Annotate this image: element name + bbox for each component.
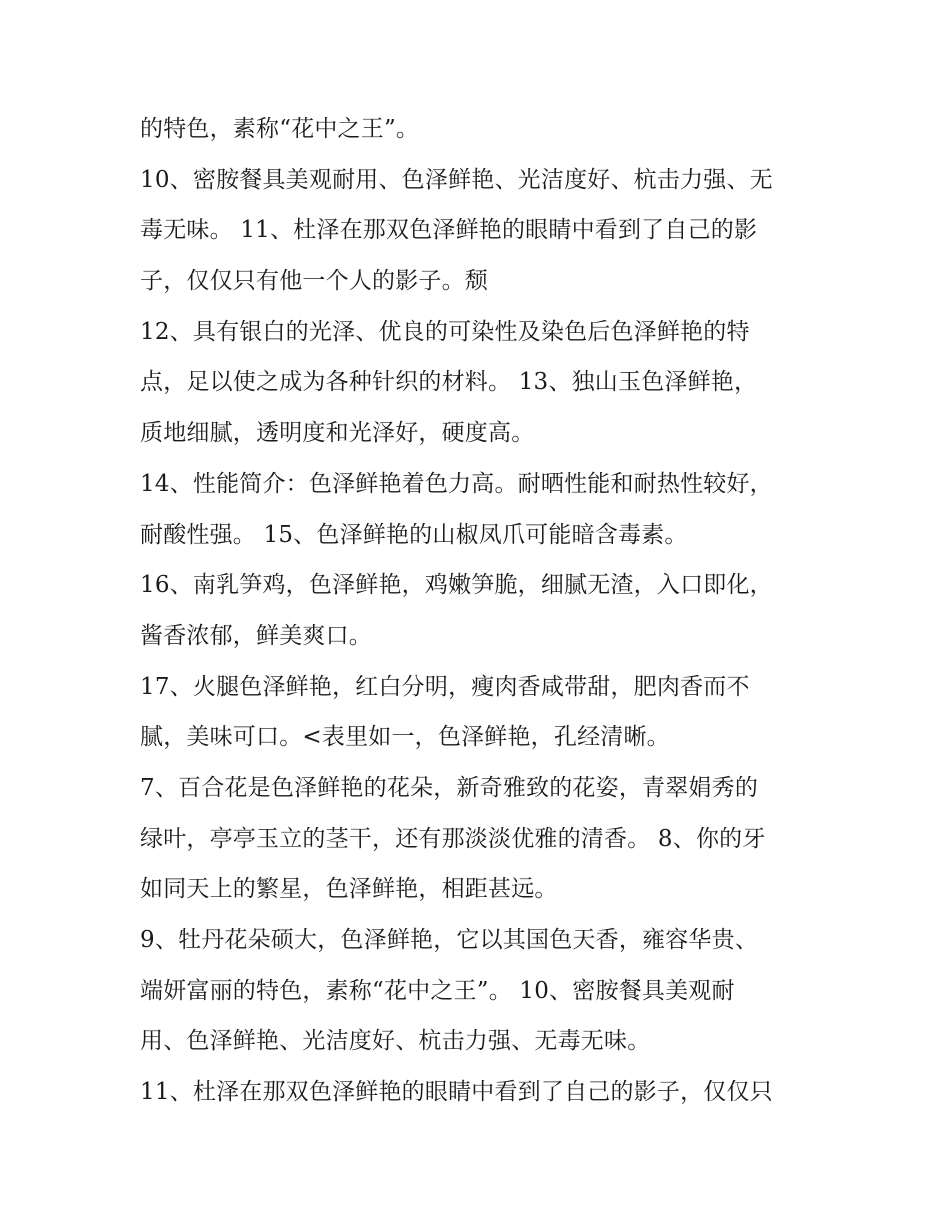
text-line-20: 11、杜泽在那双色泽鲜艳的眼睛中看到了自己的影子，仅仅只	[140, 1079, 773, 1106]
document-body	[140, 104, 820, 1118]
text-line-10: 16、南乳笋鸡，色泽鲜艳，鸡嫩笋脆，细腻无渣，入口即化，	[140, 572, 773, 599]
text-line-16: 如同天上的繁星，色泽鲜艳，相距甚远。	[140, 876, 558, 903]
text-line-2: 10、密胺餐具美观耐用、色泽鲜艳、光洁度好、杭击力强、无	[140, 166, 773, 193]
text-line-14: 7、百合花是色泽鲜艳的花朵，新奇雅致的花姿，青翠娟秀的	[140, 774, 759, 801]
text-line-5: 12、具有银白的光泽、优良的可染性及染色后色泽鲜艳的特	[140, 318, 750, 345]
text-line-13: 腻，美味可口。<表里如一，色泽鲜艳，孔经清晰。	[140, 724, 670, 751]
text-line-3: 毒无味。 11、杜泽在那双色泽鲜艳的眼睛中看到了自己的影	[140, 217, 758, 244]
text-line-8: 14、性能简介：色泽鲜艳着色力高。耐晒性能和耐热性较好，	[140, 470, 773, 497]
text-line-15: 绿叶，亭亭玉立的茎干，还有那淡淡优雅的清香。 8、你的牙	[140, 825, 766, 852]
text-line-18: 端妍富丽的特色，素称“花中之王”。 10、密胺餐具美观耐	[140, 977, 735, 1004]
text-line-1: 的特色，素称“花中之王”。	[140, 116, 420, 142]
text-line-17: 9、牡丹花朵硕大，色泽鲜艳，它以其国色天香，雍容华贵、	[140, 927, 759, 953]
text-line-6: 点，足以使之成为各种针织的材料。 13、独山玉色泽鲜艳，	[140, 369, 758, 396]
text-line-9: 耐酸性强。 15、色泽鲜艳的山椒凤爪可能暗含毒素。	[140, 521, 688, 548]
text-line-12: 17、火腿色泽鲜艳，红白分明，瘦肉香咸带甜，肥肉香而不	[140, 673, 750, 700]
text-line-19: 用、色泽鲜艳、光洁度好、杭击力强、无毒无味。	[140, 1028, 651, 1055]
text-line-11: 酱香浓郁，鲜美爽口。	[140, 622, 372, 649]
text-line-7: 质地细腻，透明度和光泽好，硬度高。	[140, 420, 535, 447]
text-line-4: 子，仅仅只有他一个人的影子。颓	[140, 268, 488, 295]
